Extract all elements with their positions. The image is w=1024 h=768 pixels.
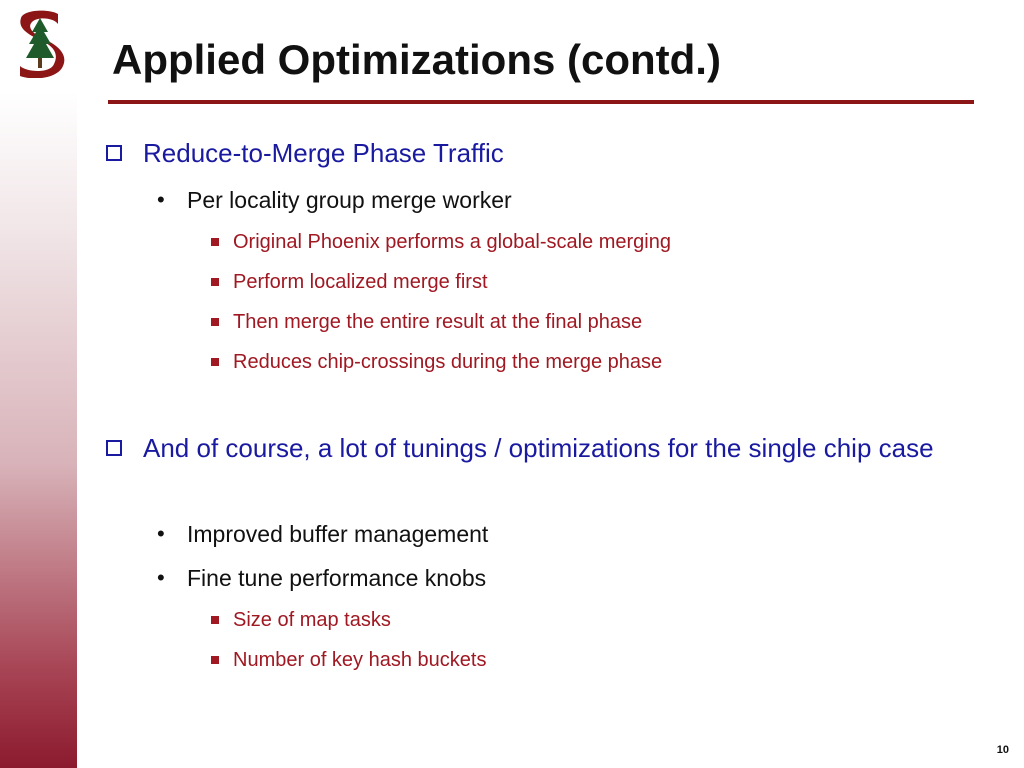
round-bullet-icon: •	[157, 565, 165, 590]
bullet-text: Original Phoenix performs a global-scale merging	[233, 231, 671, 253]
bullet-level3	[233, 231, 671, 254]
bullet-level2	[157, 187, 512, 214]
round-bullet-icon: •	[157, 521, 165, 546]
bullet-level3	[233, 609, 391, 632]
slide-title: Applied Optimizations (contd.)	[112, 36, 721, 83]
bullet-text: Improved buffer management	[187, 521, 489, 547]
square-bullet-icon	[211, 656, 219, 664]
bullet-level2	[157, 521, 489, 548]
square-bullet-icon	[211, 616, 219, 624]
bullet-text: Perform localized merge first	[233, 271, 488, 293]
bullet-level3	[233, 351, 662, 374]
square-bullet-icon	[211, 238, 219, 246]
round-bullet-icon: •	[157, 187, 165, 212]
bullet-level1	[143, 428, 983, 469]
square-bullet-icon	[211, 358, 219, 366]
checkbox-bullet-icon	[106, 145, 122, 161]
bullet-level2	[157, 565, 487, 592]
square-bullet-icon	[211, 318, 219, 326]
bullet-text: Reduces chip-crossings during the merge phase	[233, 351, 663, 373]
checkbox-bullet-icon	[106, 440, 122, 456]
bullet-text: Reduce-to-Merge Phase Traffic	[143, 138, 504, 168]
bullet-text: Per locality group merge worker	[187, 187, 512, 213]
bullet-text: Then merge the entire result at the final phase	[233, 311, 643, 333]
bullet-text: And of course, a lot of tunings / optimizations for the single chip case	[143, 433, 934, 463]
bullet-text: Fine tune performance knobs	[187, 565, 487, 591]
bullet-level3	[233, 311, 642, 334]
bullet-level1	[143, 133, 983, 174]
bullet-text: Number of key hash buckets	[233, 649, 487, 671]
page-number: 10	[996, 744, 1009, 756]
bullet-level3	[233, 649, 486, 672]
square-bullet-icon	[211, 278, 219, 286]
bullet-text: Size of map tasks	[233, 609, 391, 631]
bullet-level3	[233, 271, 488, 294]
